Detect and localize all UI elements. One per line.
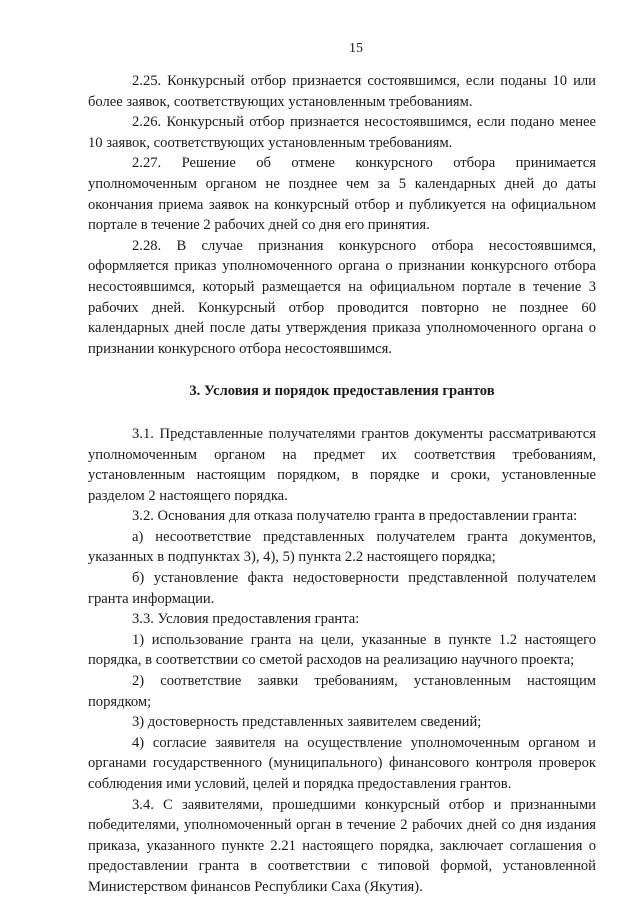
paragraph-2-25: 2.25. Конкурсный отбор признается состоявшимся, если поданы 10 или более заявок, соответствующих установленным требованиям. bbox=[88, 73, 596, 110]
paragraph-2-28: 2.28. В случае признания конкурсного отбора несостоявшимся, оформляется приказ уполномоченного органа о признании конкурсного отбора несостоявшимся, который размещается на официальном портале в течение 3 рабочих дней. Конкурсный отбор проводится повторно не позднее 60 календарных дней после даты утверждения приказа уполномоченного органа о признании конкурсного отбора несостоявшимся. bbox=[88, 237, 596, 357]
paragraph-3-2-b: б) установление факта недостоверности представленной получателем гранта информации. bbox=[88, 570, 596, 607]
section-title: 3. Условия и порядок предоставления грантов bbox=[189, 383, 495, 400]
paragraph-2-26: 2.26. Конкурсный отбор признается несостоявшимся, если подано менее 10 заявок, соответствующих установленным требованиям. bbox=[88, 114, 596, 151]
paragraph-3-3-4: 4) согласие заявителя на осуществление уполномоченным органом и органами государственного (муниципального) финансового контроля проверок соблюдения ими условий, целей и порядка предоставления грантов. bbox=[88, 734, 596, 792]
paragraph-2-27: 2.27. Решение об отмене конкурсного отбора принимается уполномоченным органом не позднее чем за 5 календарных дней до даты окончания приема заявок на конкурсный отбор и публикуется на официальном портале в течение 2 рабочих дней со дня его принятия. bbox=[88, 155, 596, 234]
paragraph-3-2: 3.2. Основания для отказа получателю гранта в предоставлении гранта: bbox=[132, 508, 578, 525]
paragraph-3-3-1: 1) использование гранта на цели, указанные в пункте 1.2 настоящего порядка, в соответствии со сметой расходов на реализацию научного проекта; bbox=[88, 631, 596, 669]
paragraph-3-3-2: 2) соответствие заявки требованиям, установленным настоящим порядком; bbox=[88, 673, 596, 710]
paragraph-3-1: 3.1. Представленные получателями грантов документы рассматриваются уполномоченным органом на предмет их соответствия требованиям, установленным настоящим порядком, в порядке и сроки, установленные разделом 2 настоящего порядка. bbox=[88, 425, 596, 504]
paragraph-3-4: 3.4. С заявителями, прошедшими конкурсный отбор и признанными победителями, уполномоченный орган в течение 2 рабочих дней со дня издания приказа, указанного пункте 2.21 настоящего порядка, заключает соглашения о предоставлении гранта в соответствии с типовой формой, установленной Министерством финансов Республики Саха (Якутия). bbox=[88, 796, 596, 895]
document-page bbox=[88, 40, 596, 898]
page-number: 15 bbox=[349, 41, 363, 56]
paragraph-3-3: 3.3. Условия предоставления гранта: bbox=[132, 611, 360, 628]
paragraph-3-3-3: 3) достоверность представленных заявителем сведений; bbox=[132, 714, 482, 731]
paragraph-3-2-a: а) несоответствие представленных получателем гранта документов, указанных в подпунктах 3), 4), 5) пункта 2.2 настоящего порядка; bbox=[88, 528, 596, 566]
